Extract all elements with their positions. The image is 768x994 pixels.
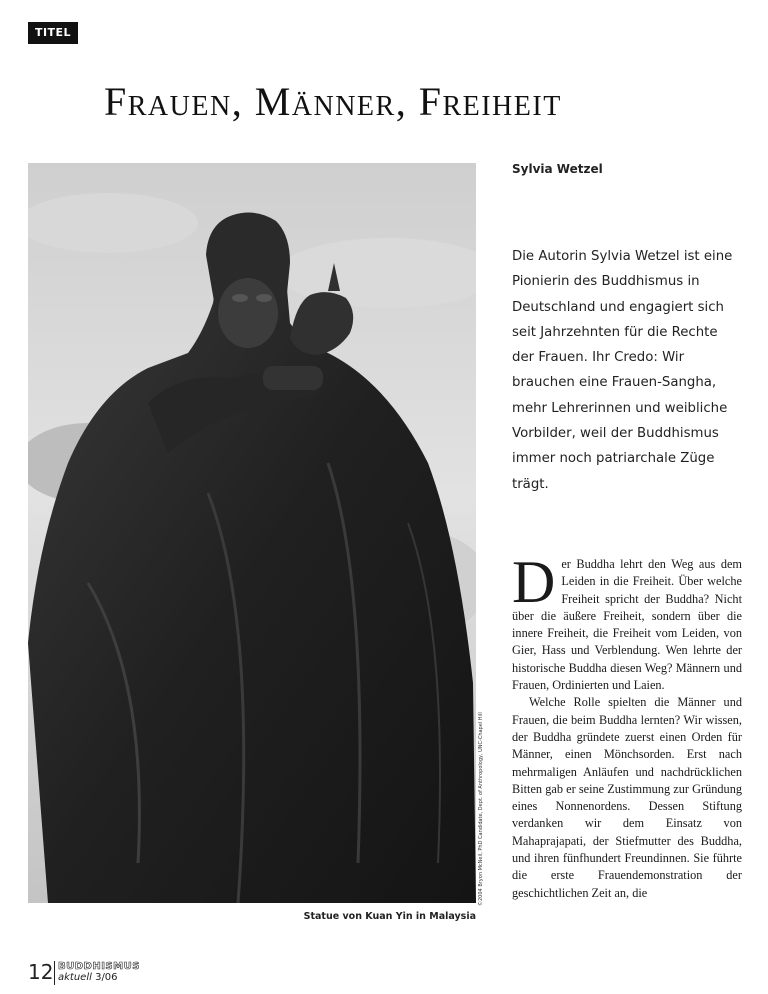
page-number: 12 — [28, 960, 54, 984]
body-paragraph — [512, 549, 742, 694]
footer-divider — [54, 961, 55, 985]
lead-paragraph: Die Autorin Sylvia Wetzel ist eine Pionierin des Buddhismus in Deutschland und engagiert sich seit Jahrzehnten für die Rechte der Frauen. Ihr Credo: Wir brauchen eine Frauen-Sangha, mehr Lehrerinnen und weibliche Vorbilder, weil der Buddhismus immer noch patriarchale Züge trägt. — [512, 249, 733, 492]
magazine-issue — [58, 972, 118, 983]
magazine-name: BUDDHISMUS — [58, 961, 140, 972]
body-paragraph-text: er Buddha lehrt den Weg aus dem Leiden in die Freiheit. Über welche Freiheit spricht der Buddha? Nicht über die äußere Freiheit, sondern über die innere Freiheit, die Freiheit vom Leiden, von Gier, Hass und Verblendung. Wen lehrte der historische Buddha diesen Weg? Männern und Frauen, Ordinierten und Laien. — [512, 557, 742, 693]
author-name: Sylvia Wetzel — [512, 162, 603, 176]
statue-illustration — [28, 163, 476, 903]
drop-cap: D — [512, 549, 556, 615]
issue-number: 3/06 — [95, 972, 118, 983]
section-tag: TITEL — [28, 22, 78, 44]
photo-caption: Statue von Kuan Yin in Malaysia — [303, 911, 476, 922]
photo-credit-text: ©2004 Bryon McNeil, PhD Candidate, Dept. of Anthropology, UNC-Chapel Hill — [478, 712, 484, 906]
body-paragraph: Welche Rolle spielten die Männer und Frauen, die beim Buddha lernten? Wir wissen, der Buddha gründete zuerst einen Orden für Männer, einen Mönchsorden. Erst nach mehrmaligen Anläufen und nachdrücklichen Bitten gab er seine Zustimmung zur Gründung eines Nonnenordens. Dessen Stiftung verdanken wir dem Einsatz von Mahaprajapati, der Stiefmutter des Buddha, und ihren fünfhundert Freundinnen. Sie führte die erste Frauendemonstration der geschichtlichen Zeit an, die — [512, 695, 742, 900]
magazine-subtitle: aktuell — [58, 972, 92, 983]
article-body — [512, 549, 742, 902]
statue-photo — [28, 163, 476, 903]
photo-credit — [478, 690, 488, 906]
article-title: Frauen, Männer, Freiheit — [104, 79, 562, 124]
